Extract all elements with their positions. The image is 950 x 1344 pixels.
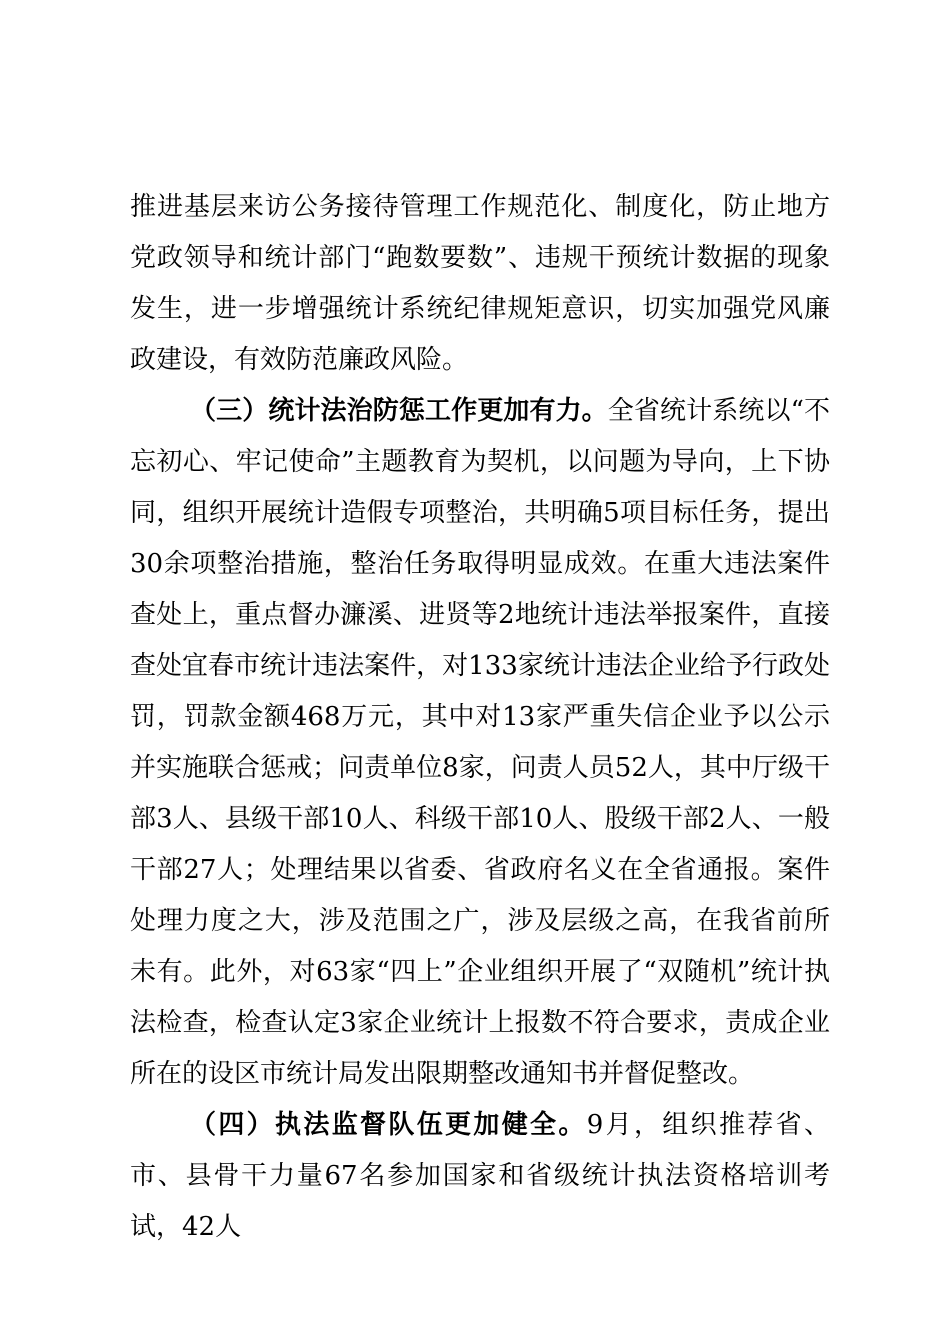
paragraph-text: 推进基层来访公务接待管理工作规范化、制度化，防止地方党政领导和统计部门“跑数要数”、违规干预统计数据的现象发生，进一步增强统计系统纪律规矩意识，切实加强党风廉政建设，有效防范廉政风险。 [130, 192, 830, 375]
section-3-heading: （三）统计法治防惩工作更加有力。 [190, 396, 608, 426]
paragraph-text: 9月，组织推荐省、市、县骨干力量67名参加国家和省级统计执法资格培训考试，42人 [130, 1110, 830, 1242]
paragraph-continuation [130, 182, 830, 386]
paragraph-section-3 [130, 386, 830, 1100]
document-body [130, 182, 830, 1253]
paragraph-text: 全省统计系统以“不忘初心、牢记使命”主题教育为契机，以问题为导向，上下协同，组织开展统计造假专项整治，共明确5项目标任务，提出30余项整治措施，整治任务取得明显成效。在重大违法案件查处上，重点督办濂溪、进贤等2地统计违法举报案件，直接查处宜春市统计违法案件，对133家统计违法企业给予行政处罚，罚款金额468万元，其中对13家严重失信企业予以公示并实施联合惩戒；问责单位8家，问责人员52人，其中厅级干部3人、县级干部10人、科级干部10人、股级干部2人、一般干部27人；处理结果以省委、省政府名义在全省通报。案件处理力度之大，涉及范围之广，涉及层级之高，在我省前所未有。此外，对63家“四上”企业组织开展了“双随机”统计执法检查，检查认定3家企业统计上报数不符合要求，责成企业所在的设区市统计局发出限期整改通知书并督促整改。 [130, 396, 830, 1089]
paragraph-section-4 [130, 1100, 830, 1253]
section-4-heading: （四）执法监督队伍更加健全。 [190, 1110, 587, 1140]
